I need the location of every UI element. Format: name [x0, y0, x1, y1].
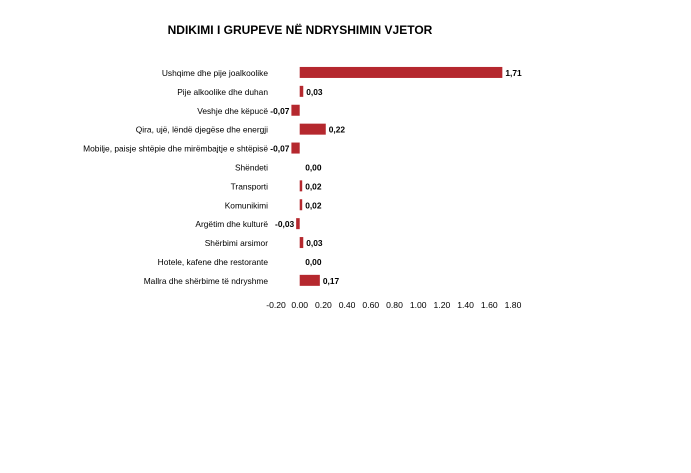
data-label: 0,03	[306, 86, 323, 97]
x-tick-label: 1.00	[409, 300, 427, 310]
category-label: Veshje dhe këpucë	[197, 105, 268, 116]
data-label: -0,03	[275, 219, 295, 230]
bar	[300, 67, 503, 78]
category-label: Hotele, kafene dhe restorante	[157, 256, 268, 267]
bar	[291, 105, 299, 116]
bar	[300, 86, 304, 97]
bar	[291, 143, 299, 154]
x-tick-label: 0.20	[315, 300, 332, 310]
data-label: -0,07	[270, 105, 290, 116]
bar	[300, 275, 320, 286]
bar	[300, 180, 303, 191]
category-label: Pije alkoolike dhe duhan	[177, 86, 268, 97]
category-label: Transporti	[230, 181, 268, 192]
x-tick-label: 1.80	[504, 300, 522, 310]
x-tick-label: 1.20	[433, 300, 451, 310]
category-label: Mallra dhe shërbime të ndryshme	[143, 275, 268, 286]
category-label: Shëndeti	[234, 162, 268, 173]
data-label: -0,07	[270, 143, 290, 154]
data-label: 0,17	[322, 275, 340, 286]
bar	[300, 237, 304, 248]
x-tick-label: 0.40	[338, 300, 356, 310]
category-label: Shërbimi arsimor	[204, 238, 268, 249]
x-tick-label: 1.40	[457, 300, 474, 310]
x-tick-label: 0.60	[362, 300, 380, 310]
category-label: Mobilje, paisje shtëpie dhe mirëmbajtje e shtëpisë	[83, 143, 268, 154]
x-tick-label: 0.00	[291, 300, 309, 310]
bar	[300, 199, 303, 210]
category-label: Qira, ujë, lëndë djegëse dhe energji	[135, 124, 268, 135]
category-label: Komunikimi	[224, 200, 268, 211]
bar	[296, 218, 300, 229]
bar	[300, 124, 326, 135]
data-label: 0,03	[306, 238, 323, 249]
category-label: Argëtim dhe kulturë	[195, 219, 268, 230]
data-label: 0,02	[305, 200, 322, 211]
category-label: Ushqime dhe pije joalkoolike	[161, 67, 268, 78]
chart-title: NDIKIMI I GRUPEVE NË NDRYSHIMIN VJETOR	[167, 23, 433, 37]
x-tick-label: 1.60	[480, 300, 498, 310]
data-label: 0,22	[328, 124, 346, 135]
data-label: 0,00	[305, 256, 322, 267]
data-label: 0,00	[305, 162, 322, 173]
data-label: 0,02	[305, 181, 322, 192]
x-tick-label: 0.80	[386, 300, 403, 310]
data-label: 1,71	[505, 67, 522, 78]
x-tick-label: -0.20	[266, 300, 286, 310]
